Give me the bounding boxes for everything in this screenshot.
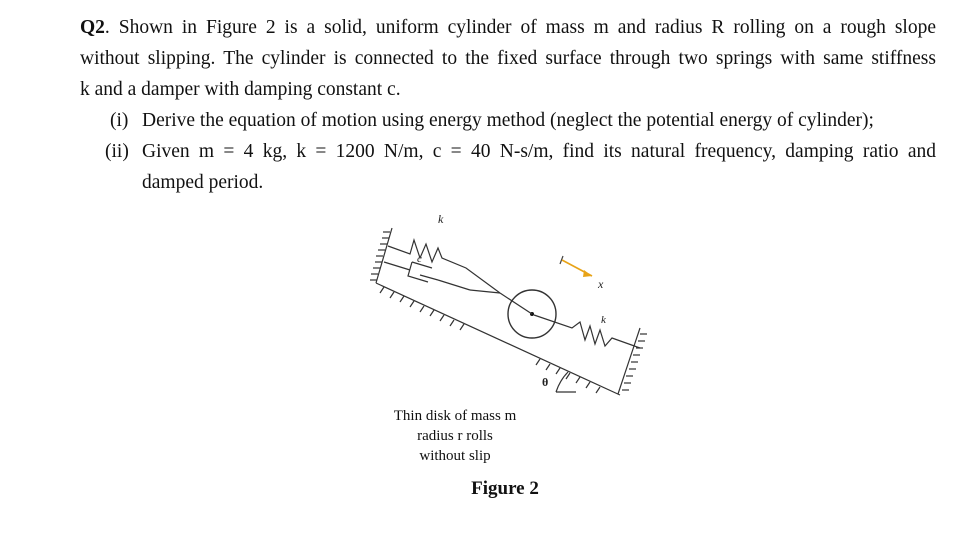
- label-k-top: k: [438, 212, 444, 226]
- spring-top: [388, 240, 500, 293]
- question-line-3: k and a damper with damping constant c.: [80, 79, 401, 100]
- label-k-right: k: [601, 314, 606, 326]
- theta-angle: [556, 372, 576, 392]
- x-arrow: [560, 256, 592, 277]
- part-2-text-line-2: damped period.: [142, 172, 264, 193]
- incline-surface: [376, 283, 620, 395]
- label-x: x: [598, 277, 604, 291]
- caption-line-1: Thin disk of mass m: [393, 408, 517, 424]
- part-1-text: Derive the equation of motion using energy method (neglect the potential energy of cylinder);: [142, 110, 874, 131]
- part-2-text-line-1: Given m = 4 kg, k = 1200 N/m, c = 40 N-s/m, find its natural frequency, damping ratio and: [142, 141, 936, 162]
- figure-title: Figure 2: [471, 478, 539, 499]
- figure-caption: [380, 406, 530, 466]
- right-wall: [618, 328, 647, 394]
- caption-line-3: without slip: [419, 448, 491, 464]
- spring-right: [534, 315, 640, 348]
- left-wall: [370, 228, 392, 283]
- question-line-1-text: . Shown in Figure 2 is a solid, uniform cylinder of mass m and radius R rolling on a rough slope: [104, 17, 936, 38]
- damper: [384, 262, 500, 293]
- question-number: Q2: [80, 17, 105, 38]
- part-2-label: (ii): [105, 141, 129, 162]
- label-theta: θ: [542, 375, 549, 389]
- label-c: c: [417, 253, 422, 265]
- question-line-2: without slipping. The cylinder is connected to the fixed surface through two springs with same stiffness: [80, 48, 936, 69]
- caption-line-2: radius r rolls: [417, 428, 493, 444]
- disk: [500, 290, 556, 338]
- part-1-label: (i): [110, 110, 129, 131]
